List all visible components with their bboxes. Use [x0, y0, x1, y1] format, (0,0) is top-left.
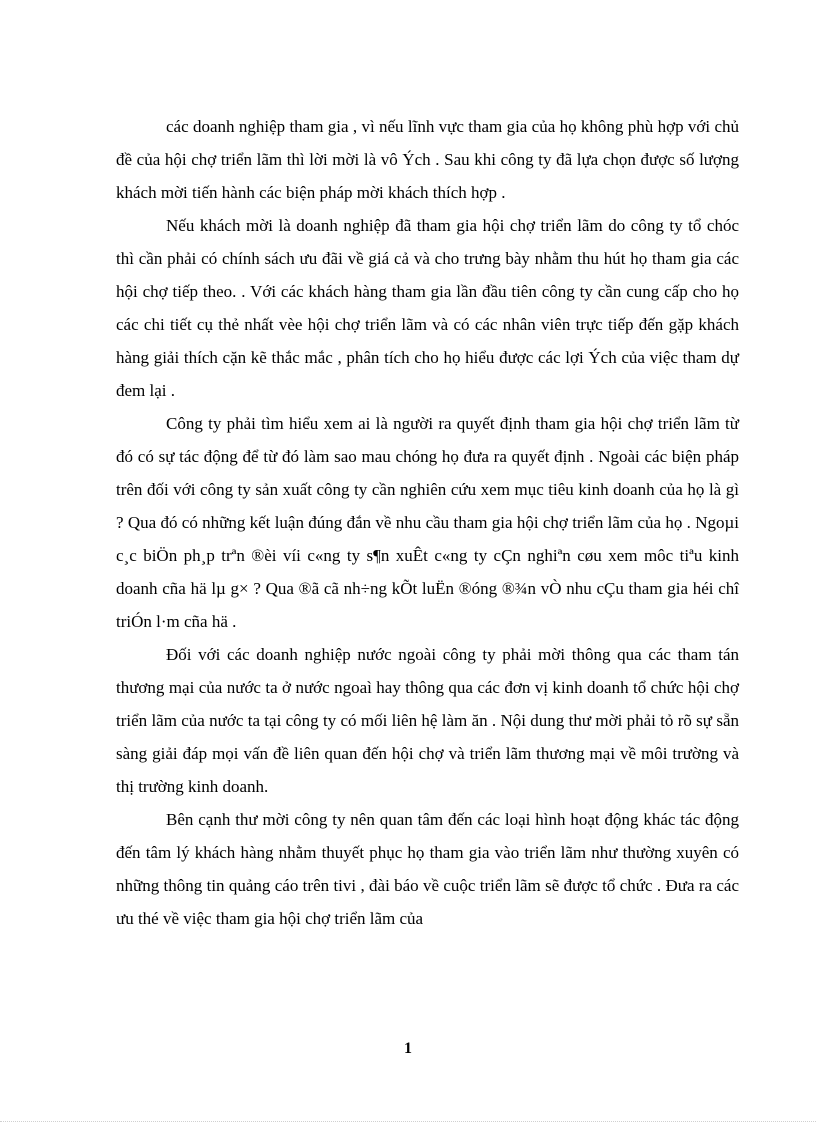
paragraph-1: các doanh nghiệp tham gia , vì nếu lĩnh vực tham gia của họ không phù hợp với chủ đề của hội chợ triển lãm thì lời mời là vô Ých . Sau khi công ty đã lựa chọn được số lượng khách mời tiến hành các biện pháp mời khách thích hợp .	[116, 117, 739, 202]
paragraph-4: Đối với các doanh nghiệp nước ngoài công ty phải mời thông qua các tham tán thương mại của nước ta ở nước ngoaì hay thông qua các đơn vị kinh doanh tổ chức hội chợ triển lãm của nước ta tại công ty có mối liên hệ làm ăn . Nội dung thư mời phải tỏ rõ sự sẵn sàng giải đáp mọi vấn đề liên quan đến hội chợ và triển lãm thương mại về môi trường và thị trường kinh doanh.	[116, 645, 739, 796]
paragraph-5: Bên cạnh thư mời công ty nên quan tâm đến các loại hình hoạt động khác tác động đến tâm lý khách hàng nhằm thuyết phục họ tham gia vào triển lãm như thường xuyên có những thông tin quảng cáo trên tivi , đài báo về cuộc triển lãm sẽ được tổ chức . Đưa ra các ưu thé về việc tham gia hội chợ triển lãm của	[116, 810, 739, 928]
paragraph-3: Công ty phải tìm hiểu xem ai là người ra quyết định tham gia hội chợ triển lãm từ đó có sự tác động để từ đó làm sao mau chóng họ đưa ra quyết định . Ngoài các biện pháp trên đối với công ty sản xuất công ty cần nghiên cứu xem mục tiêu kinh doanh của họ là gì ? Qua đó có những kết luận đúng đắn về nhu cầu tham gia hội chợ triển lãm của họ . Ngoµi c¸c biÖn ph¸p trªn ®èi víi c«ng ty s¶n xuÊt c«ng ty cÇn nghiªn cøu xem môc tiªu kinh doanh cña hä lµ g× ? Qua ®ã cã nh÷ng kÕt luËn ®óng ®¾n vÒ nhu cÇu tham gia héi chî triÓn l·m cña hä .	[116, 414, 739, 631]
document-body	[116, 110, 739, 935]
page-bottom-rule	[0, 1121, 816, 1122]
page-number: 1	[404, 1040, 412, 1057]
paragraph-2: Nếu khách mời là doanh nghiệp đã tham gia hội chợ triển lãm do công ty tổ chóc thì cần phải có chính sách ưu đãi về giá cả và cho trưng bày nhằm thu hút họ tham gia các hội chợ tiếp theo. . Với các khách hàng tham gia lần đầu tiên công ty cần cung cấp cho họ các chi tiết cụ thẻ nhất vèe hội chợ triển lãm và có các nhân viên trực tiếp đến gặp khách hàng giải thích cặn kẽ thắc mắc , phân tích cho họ hiểu được các lợi Ých của việc tham dự đem lại .	[116, 216, 739, 400]
